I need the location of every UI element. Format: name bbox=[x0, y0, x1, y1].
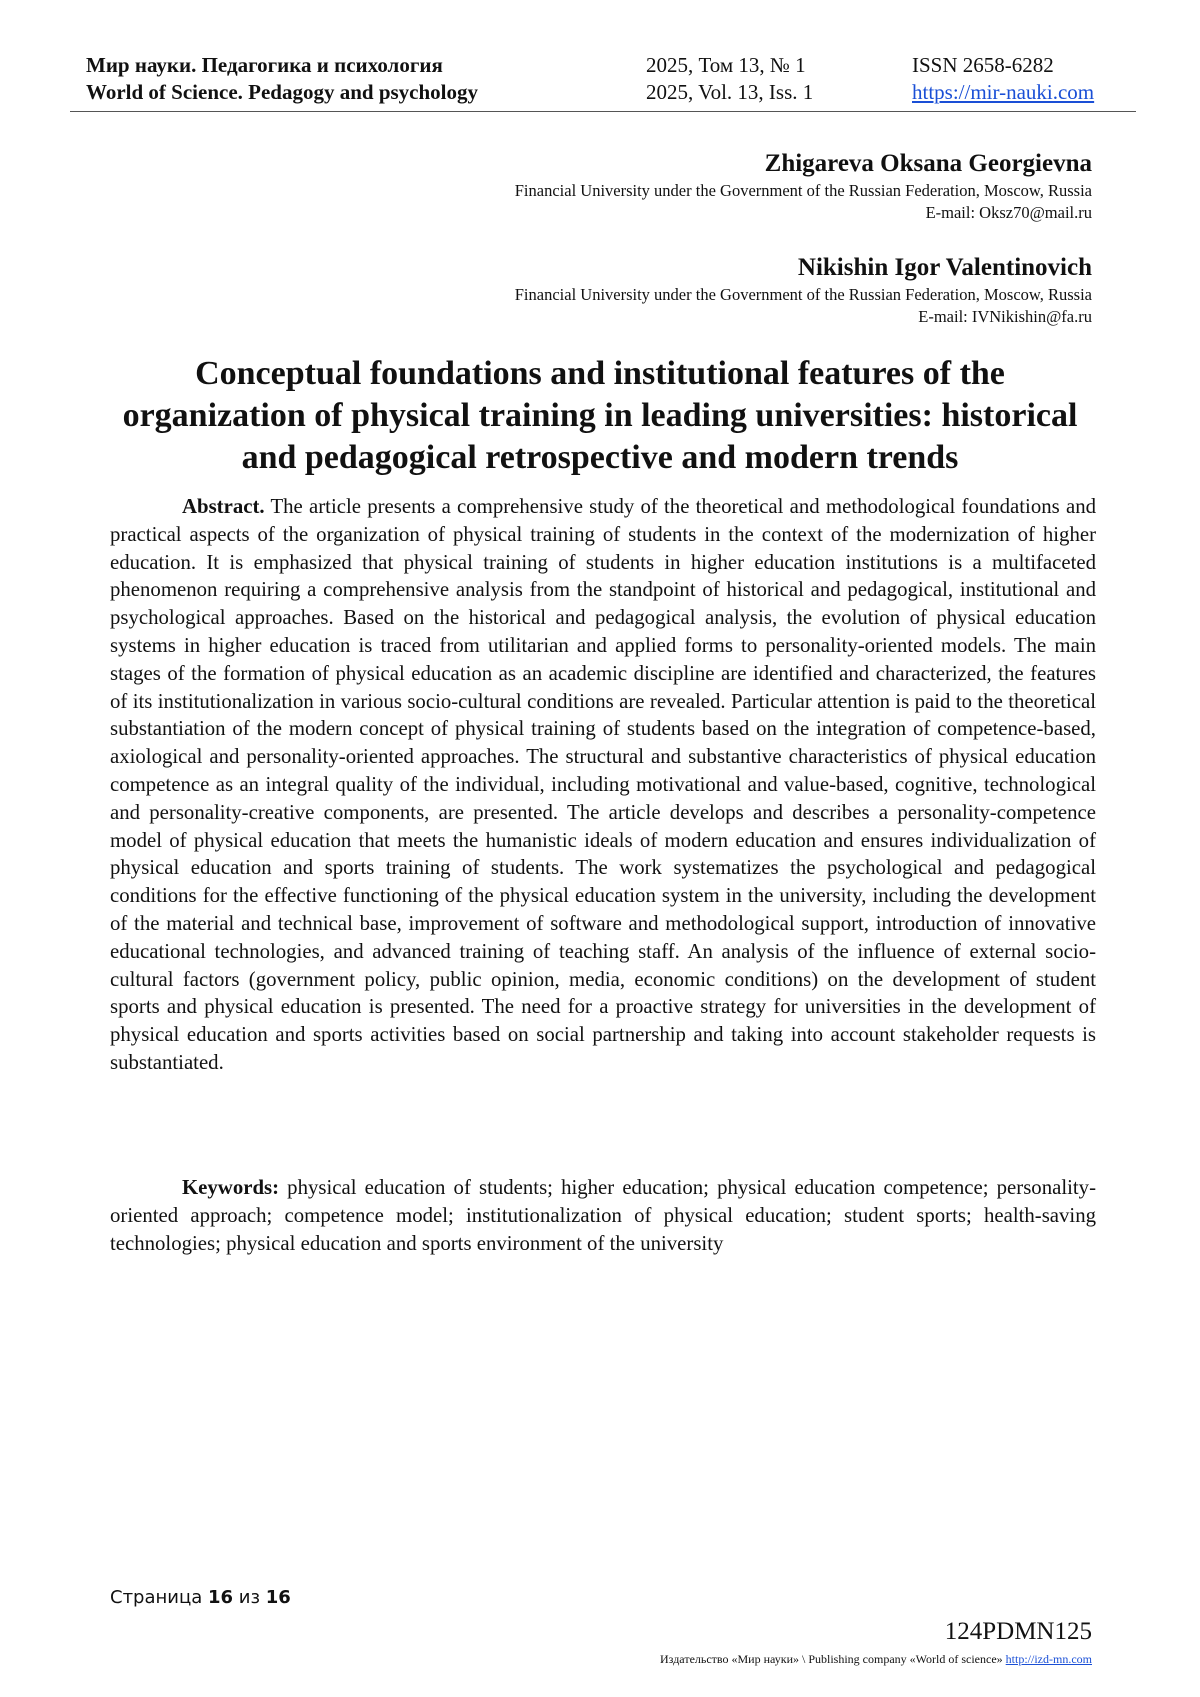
page-total: 16 bbox=[265, 1587, 291, 1608]
journal-name bbox=[86, 52, 478, 106]
author-name: Zhigareva Oksana Georgievna bbox=[764, 150, 1092, 177]
article-code: 124PDMN125 bbox=[944, 1618, 1092, 1645]
page-prefix: Страница bbox=[110, 1587, 208, 1608]
issue-ru: 2025, Том 13, № 1 bbox=[646, 53, 806, 77]
issue-en: 2025, Vol. 13, Iss. 1 bbox=[646, 80, 814, 104]
journal-name-en: World of Science. Pedagogy and psychology bbox=[86, 80, 479, 104]
page-current: 16 bbox=[207, 1587, 234, 1608]
author-block bbox=[515, 252, 1092, 328]
author-block bbox=[515, 148, 1092, 224]
author-email: E-mail: Oksz70@mail.ru bbox=[925, 203, 1092, 222]
keywords bbox=[110, 1174, 1096, 1257]
keywords-label: Keywords: bbox=[182, 1176, 280, 1199]
issn: ISSN 2658-6282 bbox=[912, 53, 1054, 77]
issn-block bbox=[912, 52, 1094, 106]
page-of: из bbox=[233, 1587, 266, 1608]
publisher-name: Издательство «Мир науки» \ Publishing company «World of science» bbox=[660, 1652, 1003, 1666]
author-email: E-mail: IVNikishin@fa.ru bbox=[918, 307, 1092, 326]
abstract-label: Abstract. bbox=[182, 495, 265, 518]
keywords-text: physical education of students; higher education; physical education competence; personality-oriented approach; competence model; institutionalization of physical education; student sports; health-saving technologies; physical education and sports environment of the university bbox=[110, 1176, 1096, 1255]
journal-name-ru: Мир науки. Педагогика и психология bbox=[86, 53, 443, 77]
journal-url-link[interactable]: https://mir-nauki.com bbox=[912, 80, 1095, 104]
header-divider bbox=[70, 111, 1136, 112]
issue-info bbox=[646, 52, 813, 106]
author-name: Nikishin Igor Valentinovich bbox=[797, 254, 1092, 281]
abstract-text: The article presents a comprehensive study of the theoretical and methodological foundations and practical aspects of the organization of physical training of students in the context of the modernization of higher education. It is emphasized that physical training of students in higher education institutions is a multifaceted phenomenon requiring a comprehensive analysis from the standpoint of historical and pedagogical, institutional and psychological approaches. Based on the historical and pedagogical analysis, the evolution of physical education systems in higher education is traced from utilitarian and applied forms to personality-oriented models. The main stages of the formation of physical education as an academic discipline are identified and characterized, the features of its institutionalization in various socio-cultural conditions are revealed. Particular attention is paid to the theoretical substantiation of the modern concept of physical training of students based on the integration of competence-based, axiological and personality-oriented approaches. The structural and substantive characteristics of physical education competence as an integral quality of the individual, including motivational and value-based, cognitive, technological and personality-creative components, are presented. The article develops and describes a personality-competence model of physical education that meets the humanistic ideals of modern education and ensures individualization of physical education and sports training of students. The work systematizes the psychological and pedagogical conditions for the effective functioning of the physical education system in the university, including the development of the material and technical base, improvement of software and methodological support, introduction of innovative educational technologies, and advanced training of teaching staff. An analysis of the influence of external socio-cultural factors (government policy, public opinion, media, economic conditions) on the development of student sports and physical education is presented. The need for a proactive strategy for universities in the development of physical education and sports activities based on social partnership and taking into account stakeholder requests is substantiated. bbox=[110, 495, 1096, 1074]
author-affiliation: Financial University under the Government of the Russian Federation, Moscow, Russia bbox=[514, 181, 1092, 200]
abstract bbox=[110, 493, 1096, 1077]
publisher-line bbox=[660, 1651, 1092, 1667]
page-number bbox=[110, 1587, 291, 1608]
author-affiliation: Financial University under the Government of the Russian Federation, Moscow, Russia bbox=[514, 285, 1092, 304]
publisher-url-link[interactable]: http://izd-mn.com bbox=[1005, 1652, 1092, 1666]
article-title: Conceptual foundations and institutional features of the organization of physical training in leading universities: historical and pedagogical retrospective and modern trends bbox=[122, 355, 1078, 476]
